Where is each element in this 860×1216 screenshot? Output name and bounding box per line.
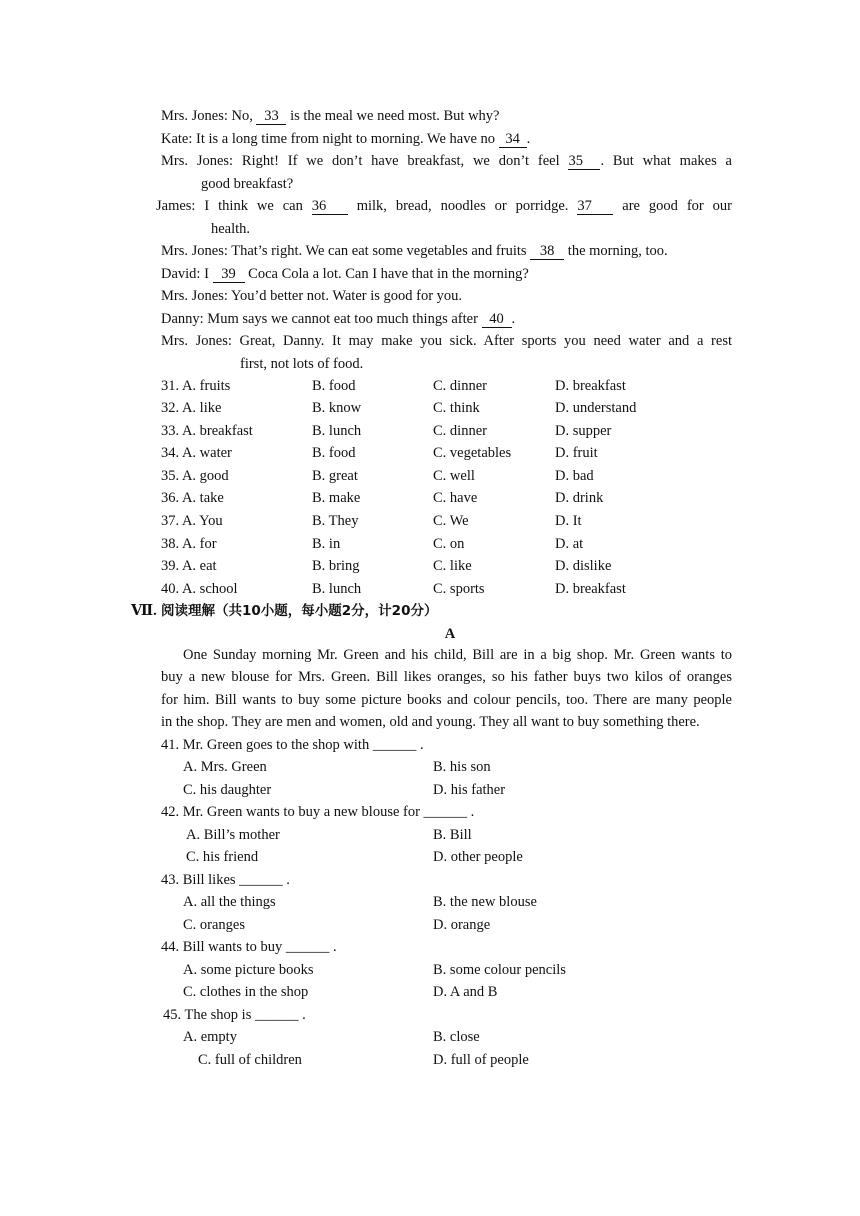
- option: D. fruit: [555, 445, 598, 461]
- answer-option: A. Mrs. Green: [183, 759, 267, 775]
- answer-option: A. Bill’s mother: [186, 827, 280, 843]
- text: Danny: Mum says we cannot eat too much things after: [161, 311, 482, 327]
- option: 35. A. good: [161, 468, 229, 484]
- option: B. lunch: [312, 423, 362, 439]
- text: is the meal we need most. But why?: [286, 108, 500, 124]
- answer-option: D. full of people: [433, 1052, 529, 1068]
- text: Kate: It is a long time from night to morning. We have no: [161, 131, 499, 147]
- option: B. bring: [312, 558, 360, 574]
- option: 39. A. eat: [161, 558, 217, 574]
- dialogue-line-cont: first, not lots of food.: [240, 356, 364, 372]
- section-title: 阅读理解（共10小题，每小题2分，计20分）: [161, 603, 438, 619]
- dialogue-line: [161, 151, 732, 171]
- question-stem: 41. Mr. Green goes to the shop with ______ .: [161, 737, 424, 753]
- dialogue-line-cont: good breakfast?: [201, 176, 294, 192]
- text: the morning, too.: [564, 243, 668, 259]
- option: D. dislike: [555, 558, 612, 574]
- option: D. breakfast: [555, 581, 626, 597]
- text: milk, bread, noodles or porridge.: [347, 198, 578, 214]
- answer-option: C. his daughter: [183, 782, 272, 798]
- option: 34. A. water: [161, 445, 232, 461]
- option: C. think: [433, 400, 480, 416]
- option: D. supper: [555, 423, 612, 439]
- question-stem: 44. Bill wants to buy ______ .: [161, 939, 337, 955]
- option: B. food: [312, 445, 356, 461]
- answer-option: D. A and B: [433, 984, 498, 1000]
- answer-option: C. his friend: [186, 849, 259, 865]
- answer-option: D. his father: [433, 782, 506, 798]
- dialogue-line: [161, 309, 515, 329]
- text: Mrs. Jones: No,: [161, 108, 257, 124]
- blank-38: 38: [530, 244, 564, 260]
- passage-label: A: [444, 626, 456, 642]
- dialogue-line: [161, 106, 500, 126]
- blank-35: 35: [568, 154, 600, 170]
- option: B. lunch: [312, 581, 362, 597]
- option: D. drink: [555, 490, 604, 506]
- section-numeral: Ⅶ.: [131, 603, 157, 619]
- option: 33. A. breakfast: [161, 423, 253, 439]
- dialogue-line: [156, 196, 732, 216]
- option: D. breakfast: [555, 378, 626, 394]
- dialogue-line-cont: health.: [211, 221, 251, 237]
- blank-33: 33: [256, 109, 286, 125]
- option: 38. A. for: [161, 536, 217, 552]
- option: C. vegetables: [433, 445, 512, 461]
- option: D. bad: [555, 468, 594, 484]
- text: are good for our: [613, 198, 733, 214]
- blank-39: 39: [213, 267, 245, 283]
- option: C. on: [433, 536, 465, 552]
- question-stem: 45. The shop is ______ .: [163, 1007, 306, 1023]
- option: D. It: [555, 513, 582, 529]
- option: C. sports: [433, 581, 485, 597]
- option: D. understand: [555, 400, 637, 416]
- dialogue-line: [161, 241, 668, 261]
- dialogue-line: Mrs. Jones: Great, Danny. It may make you sick. After sports you need water and a rest: [161, 333, 732, 349]
- option: 40. A. school: [161, 581, 238, 597]
- dialogue-line: Mrs. Jones: You’d better not. Water is good for you.: [161, 288, 463, 304]
- option: 37. A. You: [161, 513, 223, 529]
- text: Mrs. Jones: That’s right. We can eat some vegetables and fruits: [161, 243, 531, 259]
- blank-40: 40: [482, 312, 512, 328]
- option: B. make: [312, 490, 361, 506]
- option: B. They: [312, 513, 359, 529]
- option: B. great: [312, 468, 358, 484]
- option: B. know: [312, 400, 362, 416]
- text: Mrs. Jones: Right! If we don’t have breakfast, we don’t feel: [161, 153, 569, 169]
- option: B. in: [312, 536, 341, 552]
- answer-option: B. the new blouse: [433, 894, 537, 910]
- blank-36: 36: [312, 199, 348, 215]
- option: C. well: [433, 468, 475, 484]
- answer-option: B. close: [433, 1029, 480, 1045]
- question-stem: 43. Bill likes ______ .: [161, 872, 290, 888]
- blank-34: 34: [499, 132, 527, 148]
- option-row: [161, 376, 230, 396]
- dialogue-line: [161, 264, 529, 284]
- answer-option: C. full of children: [198, 1052, 302, 1068]
- text: .: [511, 311, 516, 327]
- option: D. at: [555, 536, 584, 552]
- answer-option: A. some picture books: [183, 962, 314, 978]
- text: .: [526, 131, 531, 147]
- passage-line: One Sunday morning Mr. Green and his child, Bill are in a big shop. Mr. Green wants to: [183, 647, 732, 663]
- option: C. dinner: [433, 378, 487, 394]
- option: 36. A. take: [161, 490, 224, 506]
- answer-option: C. oranges: [183, 917, 246, 933]
- answer-option: B. his son: [433, 759, 491, 775]
- option: B. food: [312, 378, 356, 394]
- blank-37: 37: [577, 199, 613, 215]
- option: 31. A. fruits: [161, 378, 231, 394]
- option: C. have: [433, 490, 478, 506]
- dialogue-line: [161, 129, 530, 149]
- passage-line: in the shop. They are men and women, old and young. They all want to buy something there.: [161, 714, 700, 730]
- option: C. We: [433, 513, 469, 529]
- answer-option: D. other people: [433, 849, 523, 865]
- text: Coca Cola a lot. Can I have that in the morning?: [244, 266, 529, 282]
- answer-option: B. Bill: [433, 827, 472, 843]
- option: C. like: [433, 558, 472, 574]
- answer-option: D. orange: [433, 917, 491, 933]
- answer-option: B. some colour pencils: [433, 962, 566, 978]
- answer-option: A. empty: [183, 1029, 237, 1045]
- option: 32. A. like: [161, 400, 222, 416]
- answer-option: A. all the things: [183, 894, 276, 910]
- question-stem: 42. Mr. Green wants to buy a new blouse for ______ .: [161, 804, 475, 820]
- text: James: I think we can: [156, 198, 312, 214]
- passage-line: for him. Bill wants to buy some picture books and colour pencils, too. There are many people: [161, 692, 732, 708]
- answer-option: C. clothes in the shop: [183, 984, 309, 1000]
- passage-line: buy a new blouse for Mrs. Green. Bill likes oranges, so his father buys two kilos of oranges: [161, 669, 732, 685]
- text: David: I: [161, 266, 213, 282]
- option: C. dinner: [433, 423, 487, 439]
- text: . But what makes a: [600, 153, 732, 169]
